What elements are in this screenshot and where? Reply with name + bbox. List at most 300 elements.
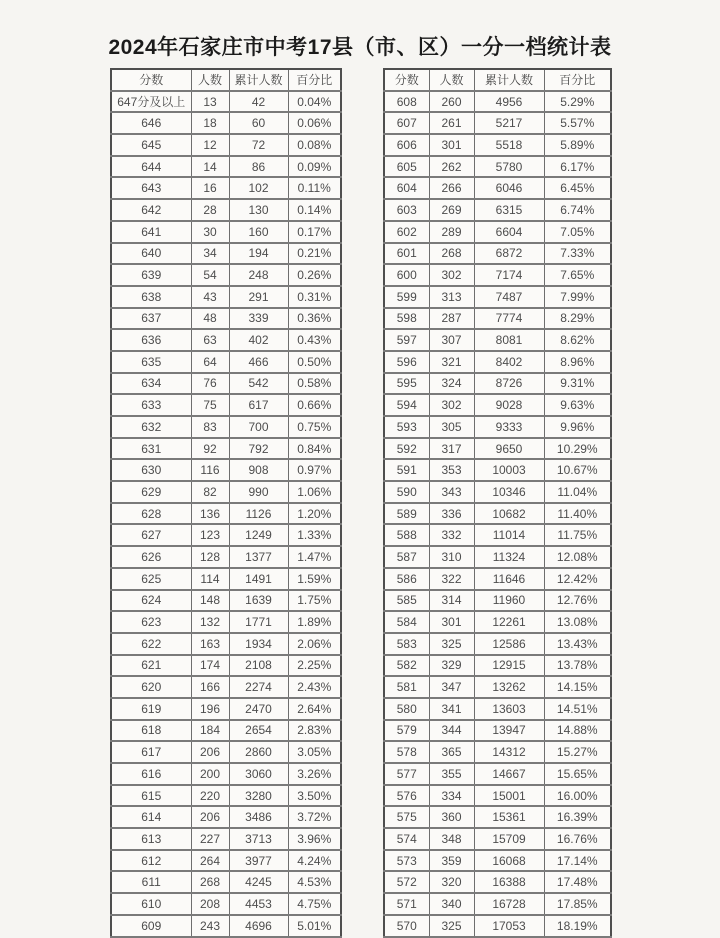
score-table-right <box>383 68 612 938</box>
cell-score: 599 <box>384 286 429 308</box>
cell-cumulative: 7774 <box>474 308 544 330</box>
cell-percent: 0.50% <box>288 351 341 373</box>
cell-percent: 0.04% <box>288 91 341 113</box>
table-row <box>111 633 341 655</box>
table-row <box>111 698 341 720</box>
cell-count: 334 <box>429 785 474 807</box>
cell-count: 314 <box>429 590 474 612</box>
cell-count: 14 <box>191 156 229 178</box>
cell-score: 579 <box>384 720 429 742</box>
cell-score: 573 <box>384 850 429 872</box>
cell-cumulative: 6315 <box>474 199 544 221</box>
table-row <box>111 308 341 330</box>
cell-cumulative: 13947 <box>474 720 544 742</box>
cell-percent: 1.47% <box>288 546 341 568</box>
cell-count: 320 <box>429 871 474 893</box>
cell-cumulative: 130 <box>229 199 288 221</box>
cell-percent: 7.99% <box>544 286 611 308</box>
cell-cumulative: 102 <box>229 177 288 199</box>
cell-count: 329 <box>429 655 474 677</box>
table-row <box>111 286 341 308</box>
table-row <box>111 546 341 568</box>
table-row <box>111 416 341 438</box>
cell-cumulative: 5780 <box>474 156 544 178</box>
cell-count: 174 <box>191 655 229 677</box>
cell-count: 82 <box>191 481 229 503</box>
cell-count: 332 <box>429 524 474 546</box>
cell-count: 220 <box>191 785 229 807</box>
table-row <box>111 871 341 893</box>
cell-score: 592 <box>384 438 429 460</box>
cell-count: 132 <box>191 611 229 633</box>
cell-score: 628 <box>111 503 191 525</box>
cell-percent: 4.24% <box>288 850 341 872</box>
cell-score: 591 <box>384 459 429 481</box>
cell-percent: 7.65% <box>544 264 611 286</box>
table-row <box>384 156 611 178</box>
cell-count: 18 <box>191 112 229 134</box>
table-row <box>384 329 611 351</box>
cell-percent: 18.19% <box>544 915 611 937</box>
cell-count: 313 <box>429 286 474 308</box>
cell-cumulative: 6046 <box>474 177 544 199</box>
cell-percent: 0.43% <box>288 329 341 351</box>
cell-count: 268 <box>429 243 474 265</box>
cell-count: 136 <box>191 503 229 525</box>
cell-count: 243 <box>191 915 229 937</box>
cell-percent: 17.48% <box>544 871 611 893</box>
cell-score: 624 <box>111 590 191 612</box>
cell-count: 307 <box>429 329 474 351</box>
cell-percent: 9.31% <box>544 373 611 395</box>
cell-percent: 0.21% <box>288 243 341 265</box>
cell-percent: 14.15% <box>544 676 611 698</box>
cell-score: 596 <box>384 351 429 373</box>
cell-cumulative: 11014 <box>474 524 544 546</box>
cell-cumulative: 15361 <box>474 806 544 828</box>
table-row <box>111 785 341 807</box>
table-row <box>384 893 611 915</box>
cell-percent: 0.84% <box>288 438 341 460</box>
cell-percent: 5.89% <box>544 134 611 156</box>
cell-cumulative: 2108 <box>229 655 288 677</box>
cell-percent: 12.08% <box>544 546 611 568</box>
table-row <box>384 741 611 763</box>
table-row <box>384 503 611 525</box>
cell-score: 607 <box>384 112 429 134</box>
table-row <box>384 438 611 460</box>
cell-count: 336 <box>429 503 474 525</box>
cell-cumulative: 15001 <box>474 785 544 807</box>
cell-score: 587 <box>384 546 429 568</box>
cell-score: 603 <box>384 199 429 221</box>
cell-percent: 8.96% <box>544 351 611 373</box>
column-header-count: 人数 <box>429 69 474 91</box>
column-header-count: 人数 <box>191 69 229 91</box>
cell-percent: 12.42% <box>544 568 611 590</box>
cell-count: 48 <box>191 308 229 330</box>
table-row <box>384 611 611 633</box>
cell-cumulative: 7174 <box>474 264 544 286</box>
cell-score: 570 <box>384 915 429 937</box>
table-row <box>384 481 611 503</box>
cell-score: 597 <box>384 329 429 351</box>
table-row <box>384 763 611 785</box>
table-row <box>384 676 611 698</box>
cell-score: 574 <box>384 828 429 850</box>
cell-score: 600 <box>384 264 429 286</box>
table-row <box>111 655 341 677</box>
cell-percent: 0.11% <box>288 177 341 199</box>
table-row <box>111 243 341 265</box>
cell-score: 640 <box>111 243 191 265</box>
table-row <box>384 785 611 807</box>
cell-count: 325 <box>429 633 474 655</box>
table-row <box>111 503 341 525</box>
cell-percent: 6.45% <box>544 177 611 199</box>
table-row <box>111 438 341 460</box>
cell-cumulative: 10003 <box>474 459 544 481</box>
cell-count: 302 <box>429 264 474 286</box>
table-row <box>111 459 341 481</box>
cell-score: 647分及以上 <box>111 91 191 113</box>
cell-percent: 17.85% <box>544 893 611 915</box>
cell-count: 355 <box>429 763 474 785</box>
table-row <box>111 524 341 546</box>
table-row <box>111 156 341 178</box>
cell-count: 301 <box>429 134 474 156</box>
cell-cumulative: 160 <box>229 221 288 243</box>
cell-count: 340 <box>429 893 474 915</box>
cell-count: 341 <box>429 698 474 720</box>
cell-cumulative: 12915 <box>474 655 544 677</box>
table-body-right <box>384 91 611 937</box>
cell-cumulative: 248 <box>229 264 288 286</box>
table-row <box>384 134 611 156</box>
cell-count: 30 <box>191 221 229 243</box>
cell-percent: 9.63% <box>544 394 611 416</box>
cell-count: 310 <box>429 546 474 568</box>
cell-percent: 0.31% <box>288 286 341 308</box>
cell-percent: 0.58% <box>288 373 341 395</box>
cell-count: 266 <box>429 177 474 199</box>
cell-count: 360 <box>429 806 474 828</box>
cell-cumulative: 1377 <box>229 546 288 568</box>
cell-cumulative: 339 <box>229 308 288 330</box>
cell-cumulative: 3486 <box>229 806 288 828</box>
cell-score: 637 <box>111 308 191 330</box>
table-row <box>111 915 341 937</box>
cell-cumulative: 6872 <box>474 243 544 265</box>
cell-score: 634 <box>111 373 191 395</box>
cell-percent: 2.83% <box>288 720 341 742</box>
cell-percent: 10.67% <box>544 459 611 481</box>
cell-count: 321 <box>429 351 474 373</box>
cell-percent: 0.17% <box>288 221 341 243</box>
cell-cumulative: 16068 <box>474 850 544 872</box>
cell-score: 631 <box>111 438 191 460</box>
table-row <box>111 763 341 785</box>
cell-cumulative: 10346 <box>474 481 544 503</box>
table-row <box>384 416 611 438</box>
table-row <box>111 741 341 763</box>
cell-cumulative: 14667 <box>474 763 544 785</box>
cell-score: 621 <box>111 655 191 677</box>
cell-score: 622 <box>111 633 191 655</box>
cell-cumulative: 990 <box>229 481 288 503</box>
cell-cumulative: 1126 <box>229 503 288 525</box>
score-table-left <box>110 68 342 938</box>
table-row <box>384 264 611 286</box>
cell-percent: 1.20% <box>288 503 341 525</box>
table-row <box>384 546 611 568</box>
cell-count: 325 <box>429 915 474 937</box>
cell-count: 148 <box>191 590 229 612</box>
table-row <box>384 199 611 221</box>
cell-score: 610 <box>111 893 191 915</box>
cell-score: 635 <box>111 351 191 373</box>
cell-percent: 6.74% <box>544 199 611 221</box>
cell-score: 629 <box>111 481 191 503</box>
cell-percent: 1.59% <box>288 568 341 590</box>
cell-percent: 15.27% <box>544 741 611 763</box>
cell-cumulative: 15709 <box>474 828 544 850</box>
cell-cumulative: 5518 <box>474 134 544 156</box>
cell-count: 63 <box>191 329 229 351</box>
cell-cumulative: 11960 <box>474 590 544 612</box>
column-header-score: 分数 <box>111 69 191 91</box>
cell-percent: 0.06% <box>288 112 341 134</box>
cell-count: 200 <box>191 763 229 785</box>
cell-score: 639 <box>111 264 191 286</box>
cell-cumulative: 1639 <box>229 590 288 612</box>
cell-percent: 8.62% <box>544 329 611 351</box>
cell-cumulative: 8402 <box>474 351 544 373</box>
table-row <box>111 112 341 134</box>
table-row <box>384 850 611 872</box>
cell-percent: 7.33% <box>544 243 611 265</box>
cell-percent: 0.75% <box>288 416 341 438</box>
cell-percent: 5.01% <box>288 915 341 937</box>
cell-cumulative: 4956 <box>474 91 544 113</box>
table-row <box>384 524 611 546</box>
table-row <box>111 720 341 742</box>
table-row <box>111 373 341 395</box>
table-row <box>384 394 611 416</box>
cell-percent: 0.36% <box>288 308 341 330</box>
table-row <box>384 871 611 893</box>
cell-percent: 0.97% <box>288 459 341 481</box>
table-row <box>384 221 611 243</box>
cell-score: 605 <box>384 156 429 178</box>
cell-percent: 1.89% <box>288 611 341 633</box>
table-row <box>384 112 611 134</box>
cell-count: 54 <box>191 264 229 286</box>
cell-percent: 16.76% <box>544 828 611 850</box>
cell-cumulative: 2470 <box>229 698 288 720</box>
cell-percent: 0.14% <box>288 199 341 221</box>
cell-score: 601 <box>384 243 429 265</box>
cell-count: 324 <box>429 373 474 395</box>
cell-percent: 7.05% <box>544 221 611 243</box>
cell-cumulative: 10682 <box>474 503 544 525</box>
cell-cumulative: 7487 <box>474 286 544 308</box>
cell-score: 581 <box>384 676 429 698</box>
table-row <box>384 633 611 655</box>
table-row <box>111 481 341 503</box>
cell-cumulative: 11324 <box>474 546 544 568</box>
cell-score: 584 <box>384 611 429 633</box>
table-row <box>384 828 611 850</box>
cell-percent: 10.29% <box>544 438 611 460</box>
cell-count: 76 <box>191 373 229 395</box>
cell-score: 633 <box>111 394 191 416</box>
cell-score: 641 <box>111 221 191 243</box>
table-row <box>111 91 341 113</box>
cell-percent: 3.50% <box>288 785 341 807</box>
cell-cumulative: 12586 <box>474 633 544 655</box>
cell-count: 287 <box>429 308 474 330</box>
table-row <box>384 286 611 308</box>
cell-count: 116 <box>191 459 229 481</box>
cell-percent: 2.64% <box>288 698 341 720</box>
cell-score: 612 <box>111 850 191 872</box>
cell-score: 618 <box>111 720 191 742</box>
cell-cumulative: 1771 <box>229 611 288 633</box>
cell-count: 12 <box>191 134 229 156</box>
table-row <box>384 177 611 199</box>
cell-score: 625 <box>111 568 191 590</box>
cell-percent: 15.65% <box>544 763 611 785</box>
cell-score: 632 <box>111 416 191 438</box>
cell-score: 576 <box>384 785 429 807</box>
cell-score: 643 <box>111 177 191 199</box>
cell-percent: 2.43% <box>288 676 341 698</box>
cell-cumulative: 72 <box>229 134 288 156</box>
cell-count: 196 <box>191 698 229 720</box>
cell-percent: 1.75% <box>288 590 341 612</box>
cell-count: 353 <box>429 459 474 481</box>
cell-score: 588 <box>384 524 429 546</box>
table-row <box>111 329 341 351</box>
table-row <box>111 676 341 698</box>
cell-score: 595 <box>384 373 429 395</box>
cell-cumulative: 12261 <box>474 611 544 633</box>
cell-cumulative: 5217 <box>474 112 544 134</box>
cell-percent: 11.40% <box>544 503 611 525</box>
cell-count: 227 <box>191 828 229 850</box>
cell-score: 589 <box>384 503 429 525</box>
cell-count: 365 <box>429 741 474 763</box>
cell-count: 83 <box>191 416 229 438</box>
cell-count: 16 <box>191 177 229 199</box>
cell-cumulative: 14312 <box>474 741 544 763</box>
cell-count: 261 <box>429 112 474 134</box>
cell-percent: 13.78% <box>544 655 611 677</box>
cell-score: 578 <box>384 741 429 763</box>
cell-cumulative: 1249 <box>229 524 288 546</box>
cell-count: 289 <box>429 221 474 243</box>
table-row <box>384 308 611 330</box>
column-header-cumulative: 累计人数 <box>229 69 288 91</box>
cell-cumulative: 700 <box>229 416 288 438</box>
cell-percent: 2.06% <box>288 633 341 655</box>
table-row <box>384 568 611 590</box>
cell-score: 582 <box>384 655 429 677</box>
table-row <box>384 459 611 481</box>
cell-percent: 16.39% <box>544 806 611 828</box>
column-header-percent: 百分比 <box>288 69 341 91</box>
cell-percent: 1.06% <box>288 481 341 503</box>
cell-score: 615 <box>111 785 191 807</box>
cell-count: 163 <box>191 633 229 655</box>
table-row <box>111 351 341 373</box>
cell-percent: 14.51% <box>544 698 611 720</box>
cell-count: 13 <box>191 91 229 113</box>
cell-score: 642 <box>111 199 191 221</box>
cell-percent: 11.75% <box>544 524 611 546</box>
cell-cumulative: 4245 <box>229 871 288 893</box>
cell-percent: 0.26% <box>288 264 341 286</box>
cell-percent: 3.26% <box>288 763 341 785</box>
cell-cumulative: 8726 <box>474 373 544 395</box>
cell-percent: 0.66% <box>288 394 341 416</box>
cell-score: 577 <box>384 763 429 785</box>
cell-percent: 6.17% <box>544 156 611 178</box>
cell-cumulative: 617 <box>229 394 288 416</box>
cell-cumulative: 60 <box>229 112 288 134</box>
cell-cumulative: 194 <box>229 243 288 265</box>
cell-percent: 13.43% <box>544 633 611 655</box>
cell-score: 590 <box>384 481 429 503</box>
table-row <box>111 177 341 199</box>
header-row <box>111 69 341 91</box>
cell-percent: 1.33% <box>288 524 341 546</box>
cell-count: 269 <box>429 199 474 221</box>
cell-percent: 4.53% <box>288 871 341 893</box>
cell-score: 626 <box>111 546 191 568</box>
cell-count: 301 <box>429 611 474 633</box>
cell-cumulative: 16388 <box>474 871 544 893</box>
cell-score: 585 <box>384 590 429 612</box>
cell-cumulative: 4453 <box>229 893 288 915</box>
cell-cumulative: 9333 <box>474 416 544 438</box>
cell-count: 34 <box>191 243 229 265</box>
cell-score: 620 <box>111 676 191 698</box>
cell-score: 608 <box>384 91 429 113</box>
cell-percent: 3.72% <box>288 806 341 828</box>
cell-score: 645 <box>111 134 191 156</box>
cell-percent: 8.29% <box>544 308 611 330</box>
cell-count: 114 <box>191 568 229 590</box>
cell-count: 260 <box>429 91 474 113</box>
cell-percent: 4.75% <box>288 893 341 915</box>
column-header-cumulative: 累计人数 <box>474 69 544 91</box>
cell-count: 28 <box>191 199 229 221</box>
cell-count: 166 <box>191 676 229 698</box>
cell-count: 128 <box>191 546 229 568</box>
table-row <box>384 91 611 113</box>
table-row <box>384 351 611 373</box>
cell-cumulative: 466 <box>229 351 288 373</box>
cell-count: 302 <box>429 394 474 416</box>
cell-score: 609 <box>111 915 191 937</box>
cell-count: 208 <box>191 893 229 915</box>
cell-count: 343 <box>429 481 474 503</box>
table-row <box>111 850 341 872</box>
cell-cumulative: 2860 <box>229 741 288 763</box>
cell-count: 92 <box>191 438 229 460</box>
